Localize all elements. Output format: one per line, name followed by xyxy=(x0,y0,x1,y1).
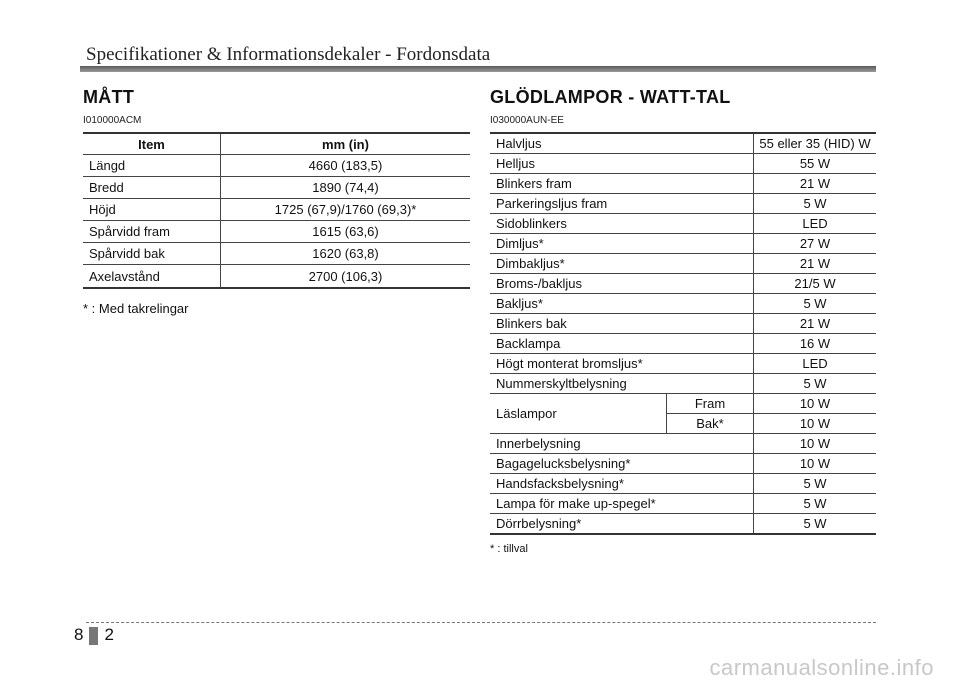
table-row xyxy=(83,177,470,199)
bulb-label: Dimljus* xyxy=(490,234,754,254)
bulb-value: 21/5 W xyxy=(754,274,877,294)
bulb-label: Bakljus* xyxy=(490,294,754,314)
reading-lamp-label: Läslampor xyxy=(490,394,667,434)
bulb-label: Parkeringsljus fram xyxy=(490,194,754,214)
bulb-value: 16 W xyxy=(754,334,877,354)
bulb-value: 10 W xyxy=(754,434,877,454)
dimensions-code: I010000ACM xyxy=(83,115,142,126)
column-header-item: Item xyxy=(83,133,221,155)
bulb-value: LED xyxy=(754,214,877,234)
table-row xyxy=(83,199,470,221)
bulb-value: 5 W xyxy=(754,474,877,494)
bulb-value: 5 W xyxy=(754,294,877,314)
bulb-value: 21 W xyxy=(754,314,877,334)
bulbs-footnote: * : tillval xyxy=(490,543,528,555)
dimension-label: Längd xyxy=(83,155,221,177)
bulb-value: 5 W xyxy=(754,494,877,514)
bulb-label: Högt monterat bromsljus* xyxy=(490,354,754,374)
bulb-label: Innerbelysning xyxy=(490,434,754,454)
chapter-number: 8 xyxy=(74,625,84,644)
table-row xyxy=(490,274,876,294)
bulb-value: LED xyxy=(754,354,877,374)
dimension-label: Spårvidd fram xyxy=(83,221,221,243)
dimension-value: 2700 (106,3) xyxy=(221,265,471,289)
page-number xyxy=(70,625,118,645)
bulb-label: Blinkers fram xyxy=(490,174,754,194)
header-rule xyxy=(80,66,876,72)
table-row xyxy=(490,374,876,394)
bulb-value: 5 W xyxy=(754,374,877,394)
table-row xyxy=(83,265,470,289)
dimensions-heading: MÅTT xyxy=(83,87,135,107)
table-row xyxy=(490,294,876,314)
table-row xyxy=(490,194,876,214)
bulb-value: 21 W xyxy=(754,174,877,194)
table-row xyxy=(490,454,876,474)
page-header-title: Specifikationer & Informationsdekaler - Fordonsdata xyxy=(86,44,491,65)
table-row xyxy=(490,514,876,535)
bulb-label: Halvljus xyxy=(490,133,754,154)
bulbs-code: I030000AUN-EE xyxy=(490,115,564,126)
table-row xyxy=(490,254,876,274)
table-row xyxy=(490,354,876,374)
footer-rule xyxy=(86,622,876,623)
table-row xyxy=(83,155,470,177)
bulb-label: Blinkers bak xyxy=(490,314,754,334)
dimensions-footnote: * : Med takrelingar xyxy=(83,301,189,316)
bulbs-heading: GLÖDLAMPOR - WATT-TAL xyxy=(490,87,731,107)
dimension-label: Höjd xyxy=(83,199,221,221)
table-row xyxy=(490,133,876,154)
table-header-row xyxy=(83,133,470,155)
bulb-value: 5 W xyxy=(754,194,877,214)
bulb-label: Dimbakljus* xyxy=(490,254,754,274)
table-row xyxy=(83,221,470,243)
page-number-divider xyxy=(89,627,98,645)
table-row xyxy=(83,243,470,265)
dimension-label: Axelavstånd xyxy=(83,265,221,289)
bulb-value: 5 W xyxy=(754,514,877,535)
dimension-value: 1725 (67,9)/1760 (69,3)* xyxy=(221,199,471,221)
bulb-value: 21 W xyxy=(754,254,877,274)
bulb-wattage-table xyxy=(490,132,876,535)
table-row xyxy=(490,314,876,334)
bulb-value: 55 W xyxy=(754,154,877,174)
table-row xyxy=(490,234,876,254)
table-row xyxy=(490,154,876,174)
dimensions-table xyxy=(83,132,470,289)
dimension-label: Spårvidd bak xyxy=(83,243,221,265)
reading-lamp-front-value: 10 W xyxy=(754,394,877,414)
bulb-label: Broms-/bakljus xyxy=(490,274,754,294)
page-number-value: 2 xyxy=(104,625,114,644)
bulb-value: 27 W xyxy=(754,234,877,254)
dimension-value: 1615 (63,6) xyxy=(221,221,471,243)
reading-lamp-rear-label: Bak* xyxy=(667,414,754,434)
bulb-label: Handsfacksbelysning* xyxy=(490,474,754,494)
dimension-value: 4660 (183,5) xyxy=(221,155,471,177)
table-row xyxy=(490,494,876,514)
bulb-label: Bagagelucksbelysning* xyxy=(490,454,754,474)
dimension-label: Bredd xyxy=(83,177,221,199)
bulb-value: 55 eller 35 (HID) W xyxy=(754,133,877,154)
table-row xyxy=(490,434,876,454)
table-row xyxy=(490,214,876,234)
bulb-value: 10 W xyxy=(754,454,877,474)
bulb-label: Lampa för make up-spegel* xyxy=(490,494,754,514)
dimension-value: 1620 (63,8) xyxy=(221,243,471,265)
bulb-label: Nummerskyltbelysning xyxy=(490,374,754,394)
dimension-value: 1890 (74,4) xyxy=(221,177,471,199)
table-row xyxy=(490,334,876,354)
bulb-label: Backlampa xyxy=(490,334,754,354)
table-row xyxy=(490,174,876,194)
column-header-mm: mm (in) xyxy=(221,133,471,155)
reading-lamp-front-label: Fram xyxy=(667,394,754,414)
watermark-text: carmanualsonline.info xyxy=(709,655,934,680)
bulb-label: Dörrbelysning* xyxy=(490,514,754,535)
reading-lamp-rear-value: 10 W xyxy=(754,414,877,434)
bulb-label: Sidoblinkers xyxy=(490,214,754,234)
bulb-label: Helljus xyxy=(490,154,754,174)
table-row xyxy=(490,474,876,494)
table-row xyxy=(490,394,876,414)
